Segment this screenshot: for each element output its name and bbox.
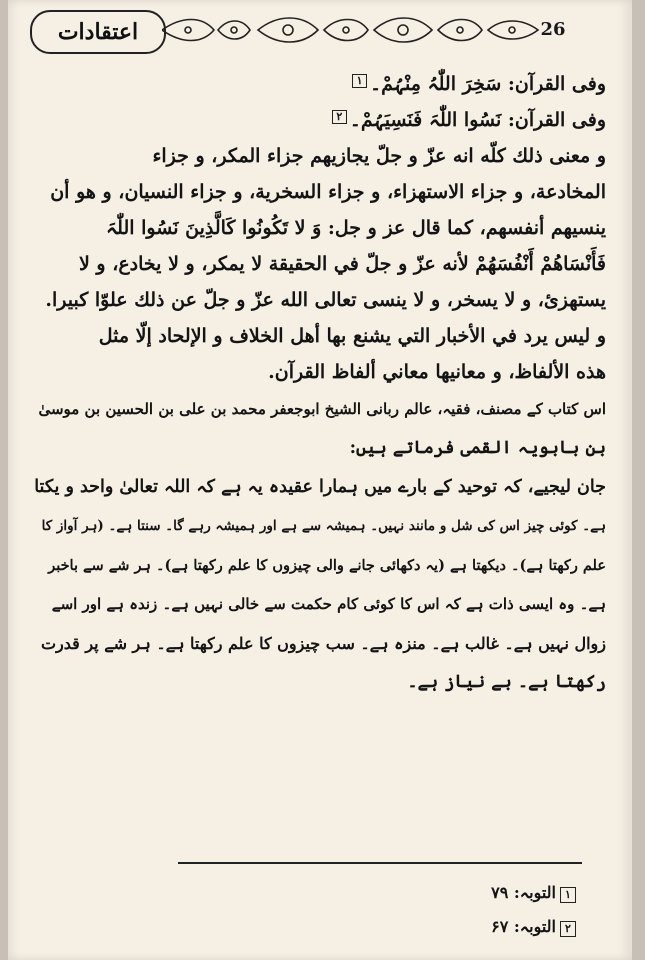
footnote-item (491, 910, 576, 944)
arabic-line: المخادعة، و جزاء الاستهزاء، و جزاء السخرية، و جزاء النسيان، و هو أن (50, 181, 606, 203)
urdu-line: رکھتا ہے۔ بے نیاز ہے۔ (407, 672, 606, 692)
page-header (22, 6, 618, 54)
footnote-number: ۱ (560, 887, 576, 903)
footnote-text: التوبہ: ۷۹ (491, 883, 556, 902)
urdu-line: جان لیجیے، کہ توحید کے بارے میں ہمارا عقیدہ یہ ہے کہ اللہ تعالیٰ واحد و یکتا (34, 477, 606, 497)
book-page (8, 0, 632, 960)
footnote-text: التوبہ: ۶۷ (491, 917, 556, 936)
arabic-line-text: وفی القرآن: نَسُوا اللّٰہَ فَنَسِیَہُمْ۔ (349, 109, 606, 131)
urdu-line: اس کتاب کے مصنف، فقیہ، عالم ربانی الشیخ ابوجعفر محمد بن علی بن الحسین بن موسیٰ (38, 400, 606, 418)
arabic-line: فَأَنْسَاهُمْ أَنْفُسَهُمْ لأنه عزّ و جلّ في الحقيقة لا يمكر، و لا يخادع، و لا (78, 253, 606, 275)
page-number: 26 (540, 19, 566, 40)
urdu-line: علم رکھتا ہے)۔ دیکھتا ہے (یہ دکھائی جانے والی چیزوں کا علم رکھتا ہے)۔ ہر شے سے باخبر (48, 557, 606, 574)
urdu-line: ہے۔ وہ ایسی ذات ہے کہ اس کا کوئی کام حکمت سے خالی نہیں ہے۔ زندہ ہے اور اسے (51, 595, 606, 613)
arabic-line-text: وفی القرآن: سَخِرَ اللّٰہُ مِنْہُمْ۔ (370, 73, 606, 95)
arabic-line (34, 66, 606, 102)
urdu-line: زوال نہیں ہے۔ غالب ہے۔ منزہ ہے۔ سب چیزوں کا علم رکھتا ہے۔ ہر شے پر قدرت (40, 634, 606, 653)
book-title-cartouche (30, 10, 166, 54)
footnote-marker: ۲ (332, 110, 347, 124)
book-title: اعتقادات (57, 19, 139, 45)
arabic-line: و ليس يرد في الأخبار التي يشنع بها أهل الخلاف و الإلحاد إلّا مثل (98, 325, 606, 347)
arabic-line: و معنی ذلك كلّه انه عزّ و جلّ يجازيهم جزاء المكر، و جزاء (152, 145, 606, 167)
arabic-line: هذه الألفاظ، و معانيها معاني ألفاظ القرآن. (268, 361, 606, 383)
urdu-line: بن بابویہ القمی فرماتے ہیں: (349, 438, 606, 458)
footnote-item (491, 876, 576, 910)
footnote-divider (178, 862, 582, 864)
page-body (34, 66, 606, 702)
arabic-line (34, 102, 606, 138)
arabic-line: يستهزئ، و لا يسخر، و لا ينسى تعالى الله عزّ و جلّ عن ذلك علوّا كبيرا. (45, 289, 606, 311)
footnote-number: ۲ (560, 921, 576, 937)
footnote-marker: ۱ (352, 74, 367, 88)
header-ornament-icon (162, 12, 542, 48)
arabic-line: ينسيهم أنفسهم، كما قال عز و جل: وَ لا تَكُونُوا كَالَّذِينَ نَسُوا اللّٰہَ (106, 217, 606, 239)
urdu-line: ہے۔ کوئی چیز اس کی شل و مانند نہیں۔ ہمیشہ سے ہے اور ہمیشہ رہے گا۔ سنتا ہے۔ (ہر آواز کا (41, 518, 606, 534)
footnotes (491, 876, 576, 944)
